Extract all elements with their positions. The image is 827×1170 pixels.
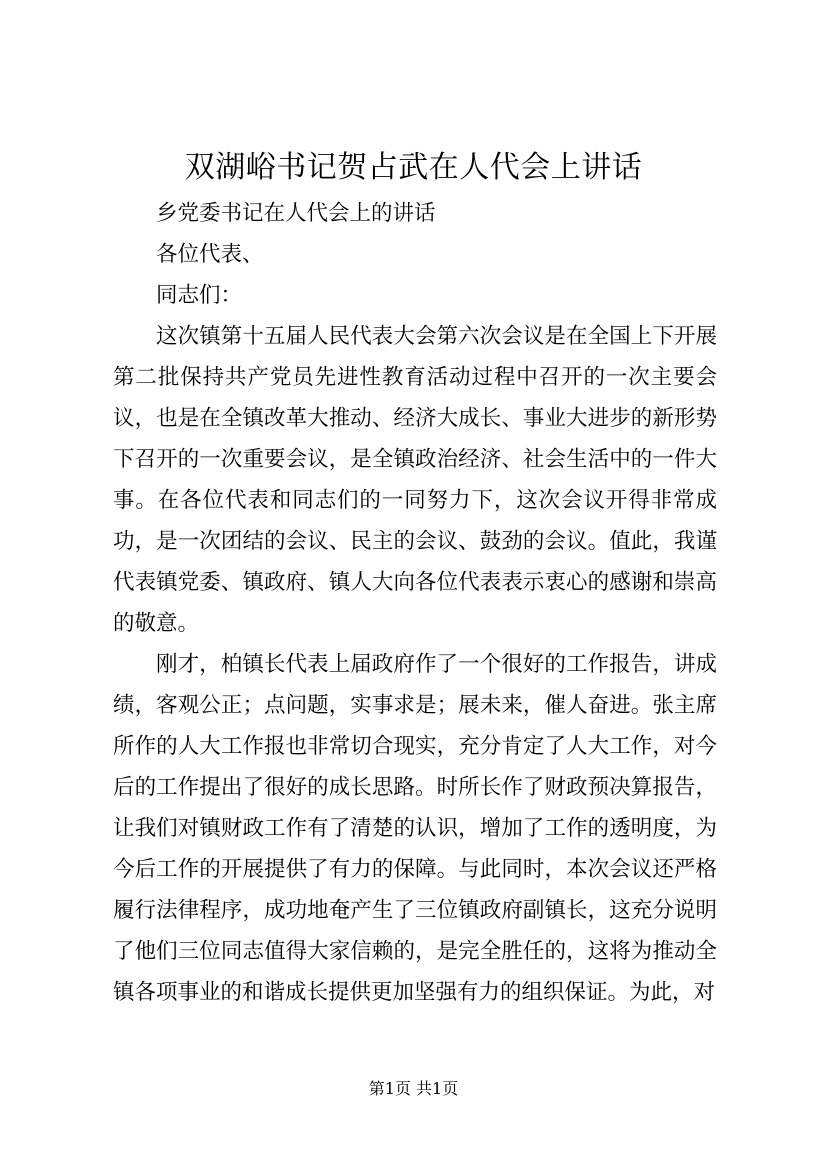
- page-footer: [0, 1078, 827, 1100]
- page-number-label: 第1页 共1页: [368, 1079, 459, 1098]
- paragraph-body-2: 刚才，柏镇长代表上届政府作了一个很好的工作报告，讲成绩，客观公正；点问题，实事求是；展未来，催人奋进。张主席所作的人大工作报也非常切合现实，充分肯定了人大工作，对今后的工作提出了很好的成长思路。时所长作了财政预决算报告，让我们对镇财政工作有了清楚的认识，增加了工作的透明度，为今后工作的开展提供了有力的保障。与此同时，本次会议还严格履行法律程序，成功地奄产生了三位镇政府副镇长，这充分说明了他们三位同志值得大家信赖的，是完全胜任的，这将为推动全镇各项事业的和谐成长提供更加坚强有力的组织保证。为此，对: [113, 652, 717, 1005]
- paragraph-salutation-2: 同志们：: [156, 283, 243, 308]
- document-title: 双湖峪书记贺占武在人代会上讲话: [184, 150, 643, 185]
- paragraph-salutation-1: 各位代表、: [156, 242, 264, 267]
- paragraph-body-1: 这次镇第十五届人民代表大会第六次会议是在全国上下开展第二批保持共产党员先进性教育活动过程中召开的一次主要会议，也是在全镇改革大推动、经济大成长、事业大进步的新形势下召开的一次重要会议，是全镇政治经济、社会生活中的一件大事。在各位代表和同志们的一同努力下，这次会议开得非常成功，是一次团结的会议、民主的会议、鼓劲的会议。值此，我谨代表镇党委、镇政府、镇人大向各位代表表示衷心的感谢和崇高的敬意。: [113, 324, 717, 636]
- paragraph-subtitle: 乡党委书记在人代会上的讲话: [156, 201, 436, 226]
- document-body: [113, 193, 717, 1013]
